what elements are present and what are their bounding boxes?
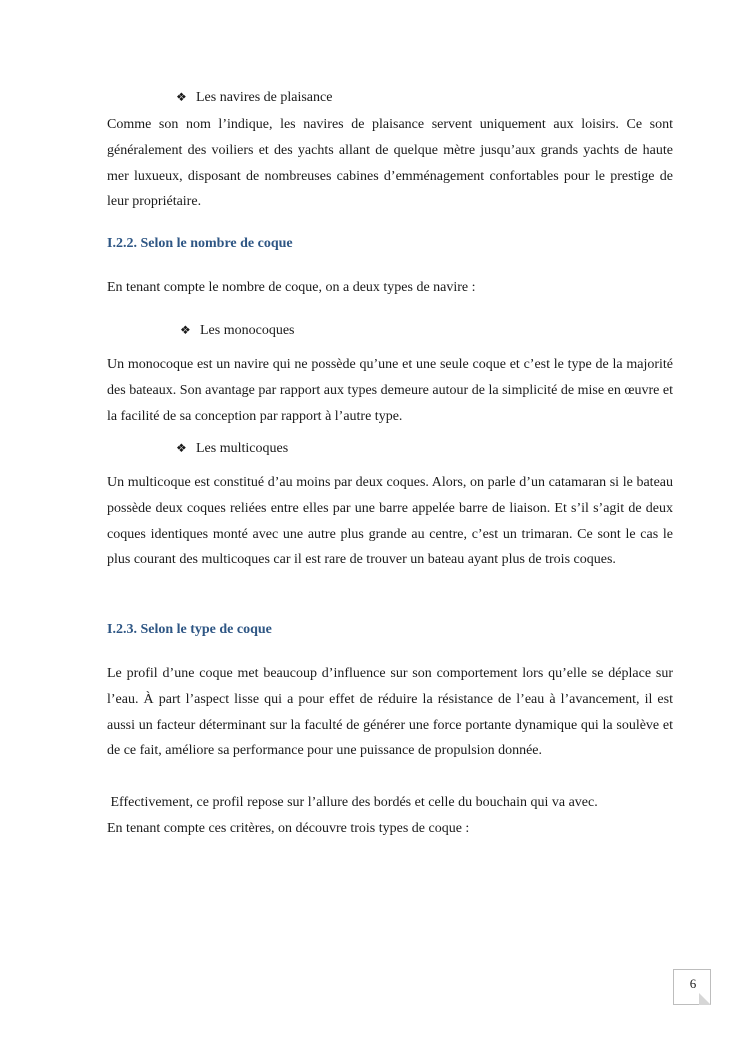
diamond-bullet-icon: ❖ bbox=[176, 441, 187, 455]
bullet-item-plaisance bbox=[176, 87, 332, 108]
page-number-box bbox=[673, 969, 711, 1005]
paragraph-multicoque: Un multicoque est constitué d’au moins par deux coques. Alors, on parle d’un catamaran si le bateau possède deux coques reliées entre elles par une barre appelée barre de liaison. Et s’il s’agit de deux coques identiques monté avec une autre plus grande au centre, c’est un trimaran. Ce sont le cas le plus courant des multicoques car il est rare de trouver un bateau ayant plus de trois coques. bbox=[107, 475, 673, 568]
diamond-bullet-icon: ❖ bbox=[180, 323, 191, 337]
paragraph-effectivement: Effectivement, ce profil repose sur l’allure des bordés et celle du bouchain qui va avec. bbox=[107, 795, 598, 810]
paragraph-profil: Le profil d’une coque met beaucoup d’influence sur son comportement lors qu’elle se déplace sur l’eau. À part l’aspect lisse qui a pour effet de réduire la résistance de l’eau à l’avancement, il est aussi un facteur déterminant sur la faculté de générer une force portante dynamique qui la soulève et de ce fait, améliore sa performance pour une puissance de propulsion donnée. bbox=[107, 666, 673, 759]
bullet-label: Les navires de plaisance bbox=[196, 90, 333, 105]
paragraph-plaisance: Comme son nom l’indique, les navires de plaisance servent uniquement aux loisirs. Ce sont généralement des voiliers et des yachts allant de quelque mètre jusqu’aux grands yachts de haute mer luxueux, disposant de nombreuses cabines d’emménagement confortables pour le prestige de leur propriétaire. bbox=[107, 117, 673, 210]
paragraph-criteres: En tenant compte ces critères, on découvre trois types de coque : bbox=[107, 821, 470, 836]
bullet-item-monocoques bbox=[180, 320, 294, 341]
bullet-label: Les multicoques bbox=[196, 441, 289, 456]
bullet-label: Les monocoques bbox=[200, 323, 295, 338]
diamond-bullet-icon: ❖ bbox=[176, 90, 187, 104]
paragraph-monocoque: Un monocoque est un navire qui ne possède qu’une et une seule coque et c’est le type de la majorité des bateaux. Son avantage par rapport aux types demeure autour de la simplicité de mise en œuvre et la facilité de sa conception par rapport à l’autre type. bbox=[107, 357, 673, 424]
bullet-item-multicoques bbox=[176, 438, 288, 459]
section-heading-type: I.2.3. Selon le type de coque bbox=[107, 622, 272, 637]
section-heading-nombre: I.2.2. Selon le nombre de coque bbox=[107, 236, 293, 251]
paragraph-nombre-intro: En tenant compte le nombre de coque, on a deux types de navire : bbox=[107, 280, 476, 295]
page-curl-icon bbox=[699, 993, 711, 1005]
page-number: 6 bbox=[689, 976, 697, 991]
